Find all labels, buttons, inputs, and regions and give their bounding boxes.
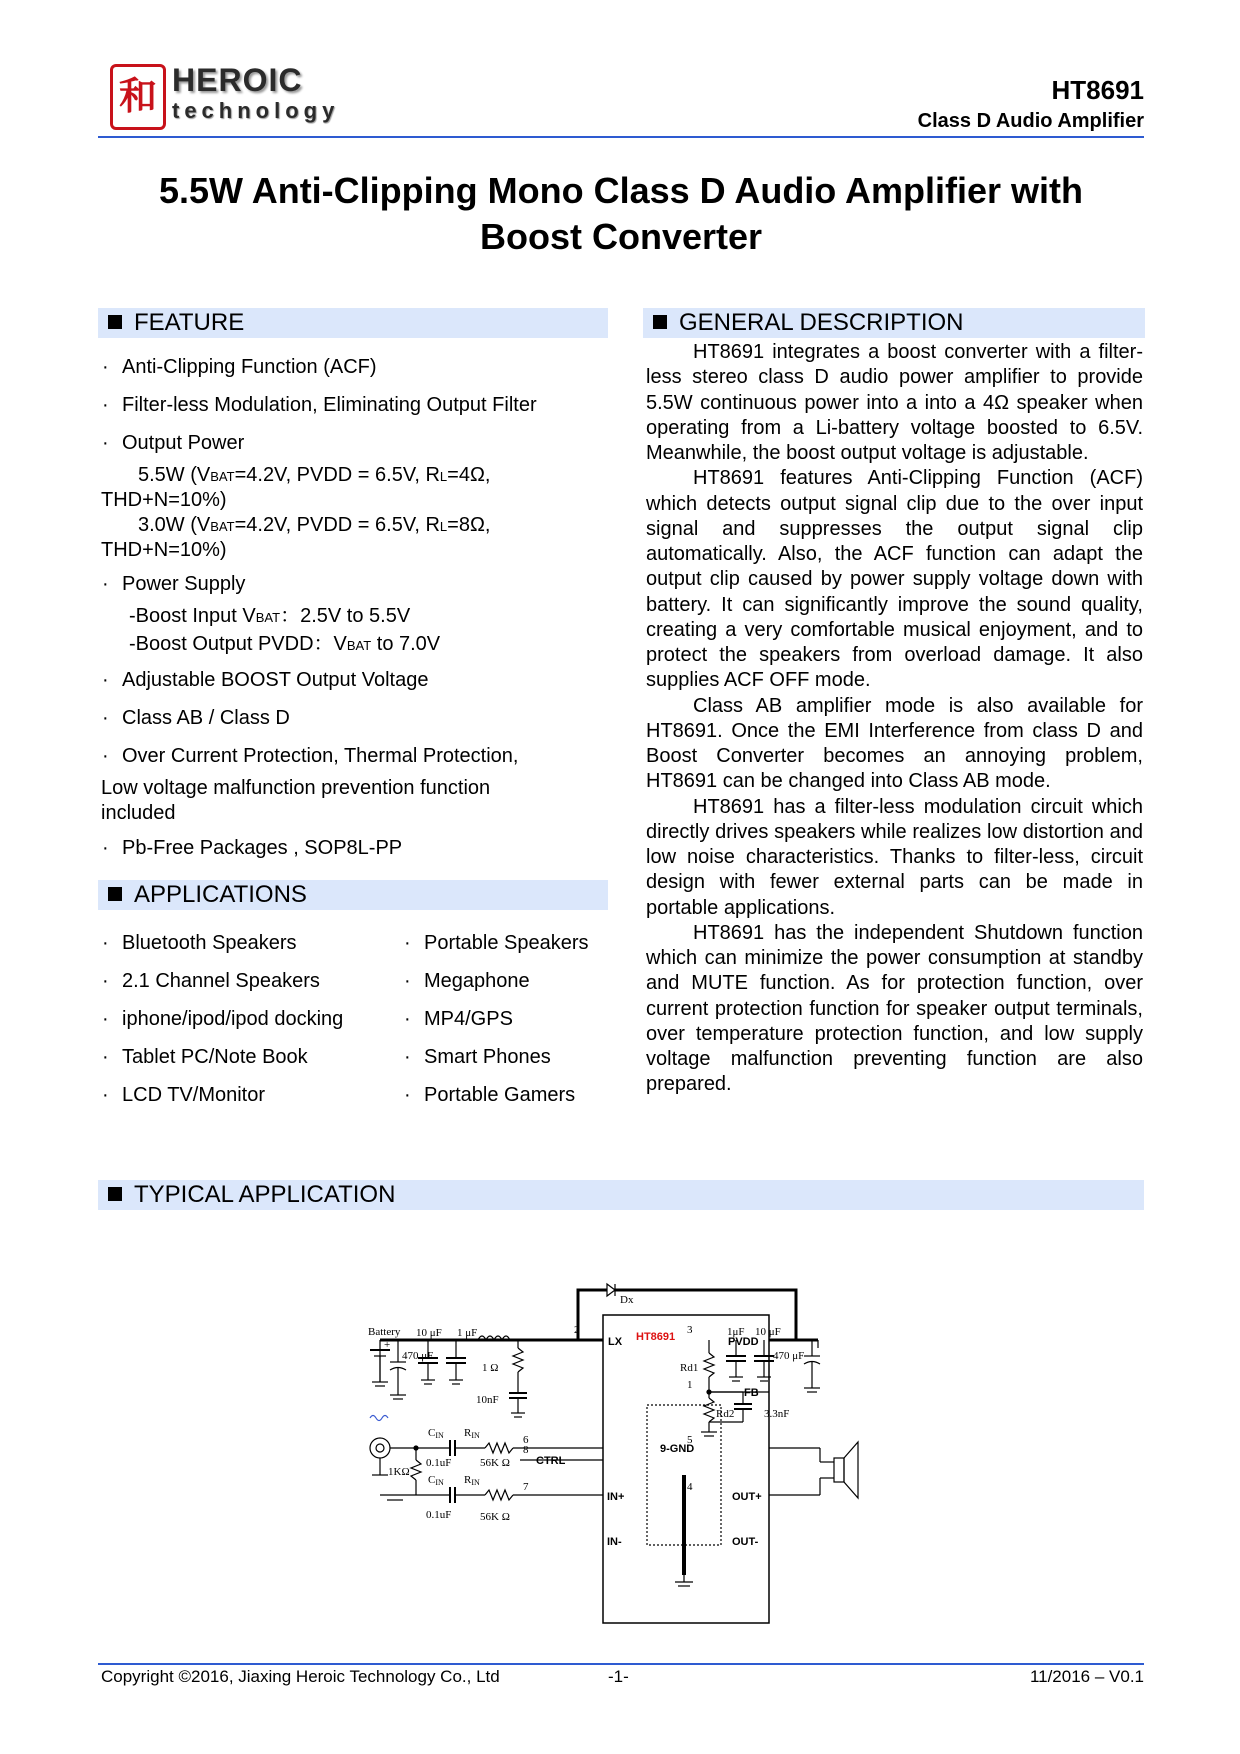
- part-subtitle: Class D Audio Amplifier: [917, 110, 1144, 132]
- application-item: · 2.1 Channel Speakers: [122, 969, 320, 994]
- feature-item: · Pb-Free Packages , SOP8L-PP: [122, 836, 402, 861]
- application-item: · Megaphone: [424, 969, 530, 994]
- description-paragraph: HT8691 features Anti-Clipping Function (ACF) which detects output signal clip due to the over input signal and suppresses the output signal clip automatically. Also, the ACF function can adapt the output clip caused by power supply voltage down with battery. It can significantly improve the sound quality, creating a very comfortable musical enjoyment, and to protect the speakers from overload damage. It also supplies ACF OFF mode.: [646, 467, 1143, 692]
- footer-version: 11/2016 – V0.1: [1029, 1667, 1144, 1686]
- feature-item-cont: included: [101, 802, 176, 824]
- feature-item: · Filter-less Modulation, Eliminating Output Filter: [122, 393, 537, 418]
- logo-seal: 和: [110, 64, 166, 130]
- square-bullet-icon: [653, 315, 667, 329]
- pin-number-outn: 4: [687, 1481, 693, 1493]
- square-bullet-icon: [108, 887, 122, 901]
- application-item: · Portable Speakers: [424, 931, 589, 956]
- applications-heading: [98, 880, 608, 910]
- logo-brand: HEROIC: [172, 62, 303, 98]
- label-rin-1: RIN: [464, 1427, 480, 1440]
- power-supply-output: -Boost Output PVDD：VBAT to 7.0V: [129, 633, 441, 655]
- label-rd2: Rd2: [716, 1408, 735, 1420]
- footer-copyright: Copyright ©2016, Jiaxing Heroic Technology Co., Ltd: [101, 1667, 500, 1686]
- feature-heading-text: FEATURE: [134, 309, 245, 336]
- label-c01-1: 0.1uF: [426, 1457, 452, 1469]
- label-dx: Dx: [620, 1294, 634, 1306]
- chip-name: HT8691: [636, 1331, 676, 1343]
- pin-label-inn: IN-: [607, 1536, 622, 1548]
- label-rin-2: RIN: [464, 1474, 480, 1487]
- feature-item: · Anti-Clipping Function (ACF): [122, 355, 377, 380]
- output-power-line-1: 5.5W (VBAT=4.2V, PVDD = 6.5V, RL=4Ω,: [138, 464, 491, 486]
- pin-number-pvdd: 3: [687, 1324, 693, 1336]
- square-bullet-icon: [108, 315, 122, 329]
- output-power-line-1-cont: THD+N=10%): [101, 489, 227, 511]
- feature-heading: [98, 308, 608, 338]
- general-description-body: [646, 340, 1143, 1098]
- label-battery-plus: +: [384, 1339, 391, 1351]
- pin-number-lx: 2: [574, 1324, 580, 1336]
- schematic-labels: [368, 1294, 804, 1548]
- pin-label-pvdd: PVDD: [728, 1336, 759, 1348]
- application-item: · LCD TV/Monitor: [122, 1083, 265, 1108]
- typical-heading-text: TYPICAL APPLICATION: [134, 1181, 396, 1208]
- output-power-line-2-cont: THD+N=10%): [101, 539, 227, 561]
- pin-number-fb: 1: [687, 1379, 693, 1391]
- feature-item-cont: Low voltage malfunction prevention function: [101, 777, 491, 799]
- general-description-heading: [643, 308, 1145, 338]
- applications-heading-text: APPLICATIONS: [134, 881, 307, 908]
- pin-label-inp: IN+: [607, 1491, 625, 1503]
- company-logo: [110, 60, 340, 130]
- label-c1-left: 1 μF: [457, 1327, 478, 1339]
- typical-application-schematic: [360, 1270, 920, 1630]
- square-bullet-icon: [108, 1187, 122, 1201]
- speaker-cone: [844, 1442, 858, 1498]
- output-power-line-2: 3.0W (VBAT=4.2V, PVDD = 6.5V, RL=8Ω,: [138, 514, 491, 536]
- footer-divider: [98, 1663, 1144, 1665]
- application-item: · Portable Gamers: [424, 1083, 575, 1108]
- pin-label-fb: FB: [744, 1387, 759, 1399]
- label-c10n: 10nF: [476, 1394, 499, 1406]
- title-line-2: Boost Converter: [479, 216, 763, 257]
- label-r1ohm: 1 Ω: [482, 1362, 499, 1374]
- application-item: · MP4/GPS: [424, 1007, 513, 1032]
- title-line-1: 5.5W Anti-Clipping Mono Class D Audio Amplifier with: [159, 170, 1083, 211]
- label-r1k: 1KΩ: [388, 1466, 410, 1478]
- feature-item: · Output Power: [122, 431, 244, 456]
- description-paragraph: HT8691 has the independent Shutdown function which can minimize the power consumption at standby and MUTE function. As for protection function, over current protection function for speaker output terminals, over temperature protection function, and low supply voltage malfunction preventing function are also prepared.: [646, 921, 1143, 1096]
- description-paragraph: Class AB amplifier mode is also available for HT8691. Once the EMI Interference from class D and Boost Converter becomes an annoying problem, HT8691 can be changed into Class AB mode.: [646, 694, 1143, 793]
- pin-label-lx: LX: [608, 1336, 623, 1348]
- general-heading-text: GENERAL DESCRIPTION: [679, 309, 964, 336]
- logo-tagline: technology: [172, 98, 340, 123]
- label-c10-right: 10 μF: [755, 1326, 781, 1338]
- label-cin-2: CIN: [428, 1474, 444, 1487]
- part-number: HT8691: [1051, 75, 1144, 105]
- pin-number-inp: 6: [523, 1434, 529, 1446]
- feature-item: · Power Supply: [122, 572, 245, 597]
- label-c10-left: 10 μF: [416, 1327, 442, 1339]
- label-c1-right: 1μF: [727, 1326, 745, 1338]
- feature-item: · Adjustable BOOST Output Voltage: [122, 668, 428, 693]
- label-c470-right: 470 μF: [773, 1350, 805, 1362]
- pin-number-outp: 5: [687, 1434, 693, 1446]
- pin-label-gnd: 9-GND: [660, 1443, 695, 1455]
- label-r56-1: 56K Ω: [480, 1457, 510, 1469]
- application-item: · Smart Phones: [424, 1045, 551, 1070]
- label-rd1: Rd1: [680, 1362, 699, 1374]
- feature-item: · Over Current Protection, Thermal Protection,: [122, 744, 518, 769]
- description-paragraph: HT8691 integrates a boost converter with a filter-less stereo class D audio power amplifier to provide 5.5W continuous power into a into a 4Ω speaker when operating from a Li-battery voltage boosted to 6.5V. Meanwhile, the boost output voltage is adjustable.: [646, 341, 1143, 464]
- feature-item: · Class AB / Class D: [122, 706, 290, 731]
- label-battery: Battery: [368, 1326, 401, 1338]
- power-supply-input: -Boost Input VBAT：2.5V to 5.5V: [129, 605, 411, 627]
- application-item: · Tablet PC/Note Book: [122, 1045, 308, 1070]
- pin-label-outn: OUT-: [732, 1536, 759, 1548]
- application-item: · Bluetooth Speakers: [122, 931, 297, 956]
- pin-label-ctrl: CTRL: [536, 1455, 566, 1467]
- label-c470-left: 470 μF: [402, 1350, 434, 1362]
- speaker-magnet: [834, 1458, 844, 1482]
- pin-number-ctrl: 8: [523, 1444, 529, 1456]
- pin-label-outp: OUT+: [732, 1491, 762, 1503]
- document-title: [98, 168, 1144, 260]
- typical-application-heading: [98, 1180, 1144, 1210]
- header-divider: [98, 136, 1144, 138]
- application-item: · iphone/ipod/ipod docking: [122, 1007, 343, 1032]
- description-paragraph: HT8691 has a filter-less modulation circuit which directly drives speakers while realizes low distortion and low noise characteristics. Thanks to filter-less, circuit design with fewer external parts can be made in portable applications.: [646, 795, 1143, 919]
- footer-page-number: -1-: [608, 1667, 629, 1686]
- label-r56-2: 56K Ω: [480, 1511, 510, 1523]
- label-c3n3: 3.3nF: [764, 1408, 790, 1420]
- label-c01-2: 0.1uF: [426, 1509, 452, 1521]
- label-cin-1: CIN: [428, 1427, 444, 1440]
- pin-number-inn: 7: [523, 1481, 529, 1493]
